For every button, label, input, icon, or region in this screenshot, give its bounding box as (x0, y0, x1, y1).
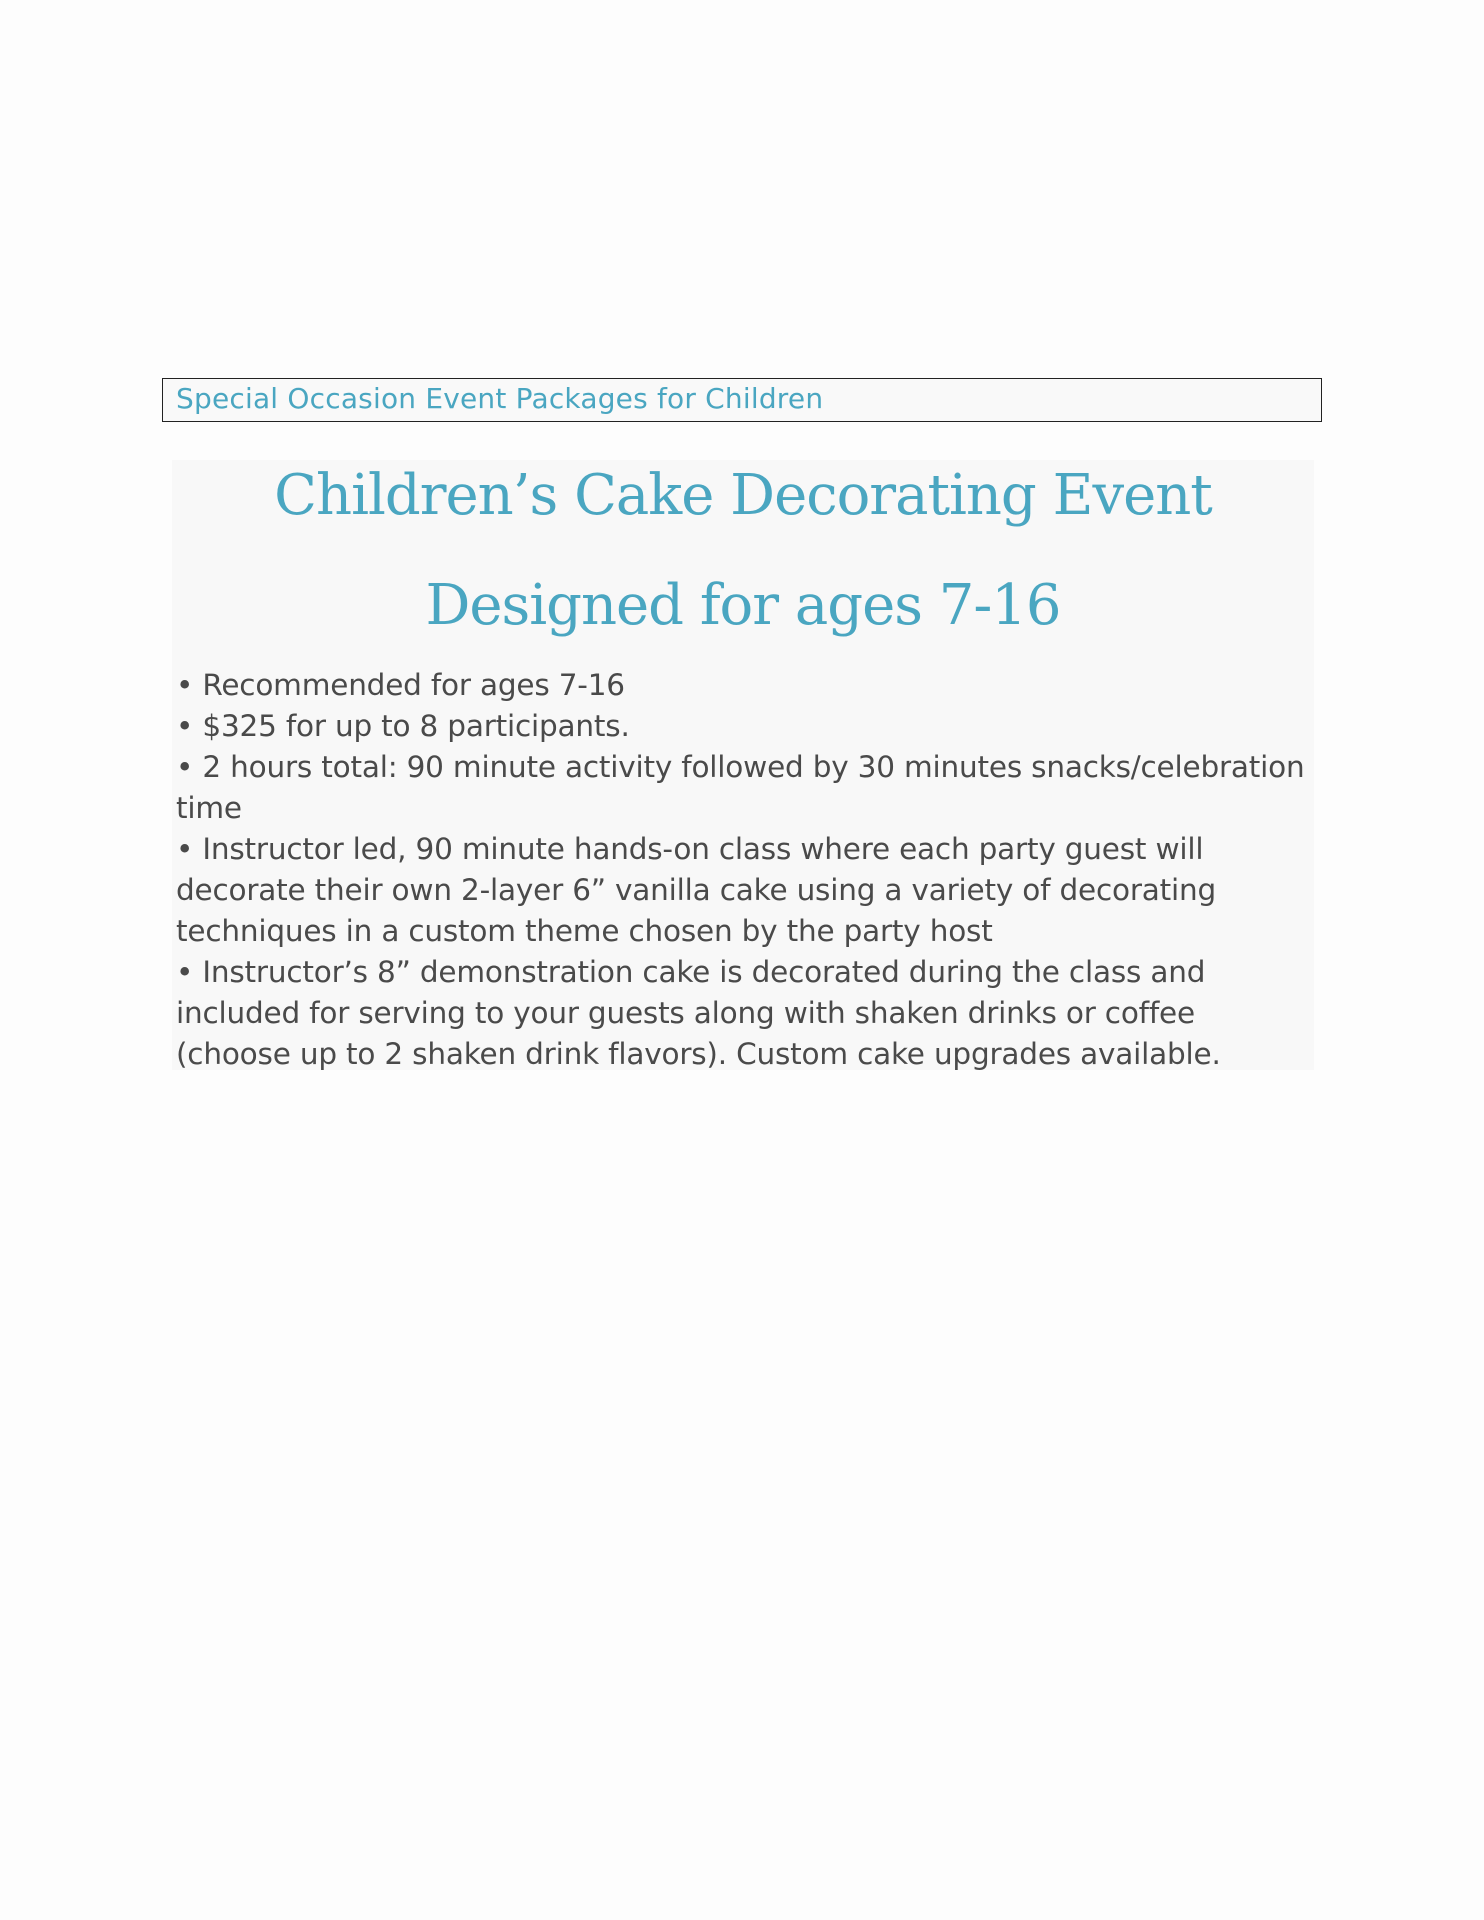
detail-item-demonstration-cake: • Instructor’s 8” demonstration cake is decorated during the class and included for serving to your guests along with shaken drinks or coffee (choose up to 2 shaken drink flavors). Custom cake upgrades available. (176, 955, 1221, 1071)
detail-item-price: • $325 for up to 8 participants. (176, 709, 630, 743)
event-details-list (176, 665, 1316, 1075)
event-subtitle: Designed for ages 7-16 (425, 573, 1061, 638)
detail-item-class-description: • Instructor led, 90 minute hands-on class where each party guest will decorate their own 2-layer 6” vanilla cake using a variety of decorating techniques in a custom theme chosen by the party host (176, 832, 1217, 948)
section-header-label: Special Occasion Event Packages for Children (176, 382, 824, 415)
section-header-box (162, 378, 1322, 422)
event-content-panel (172, 460, 1314, 1070)
event-title: Children’s Cake Decorating Event (274, 463, 1212, 528)
detail-item-ages: • Recommended for ages 7-16 (176, 668, 625, 702)
detail-item-duration: • 2 hours total: 90 minute activity followed by 30 minutes snacks/celebration time (176, 750, 1305, 825)
